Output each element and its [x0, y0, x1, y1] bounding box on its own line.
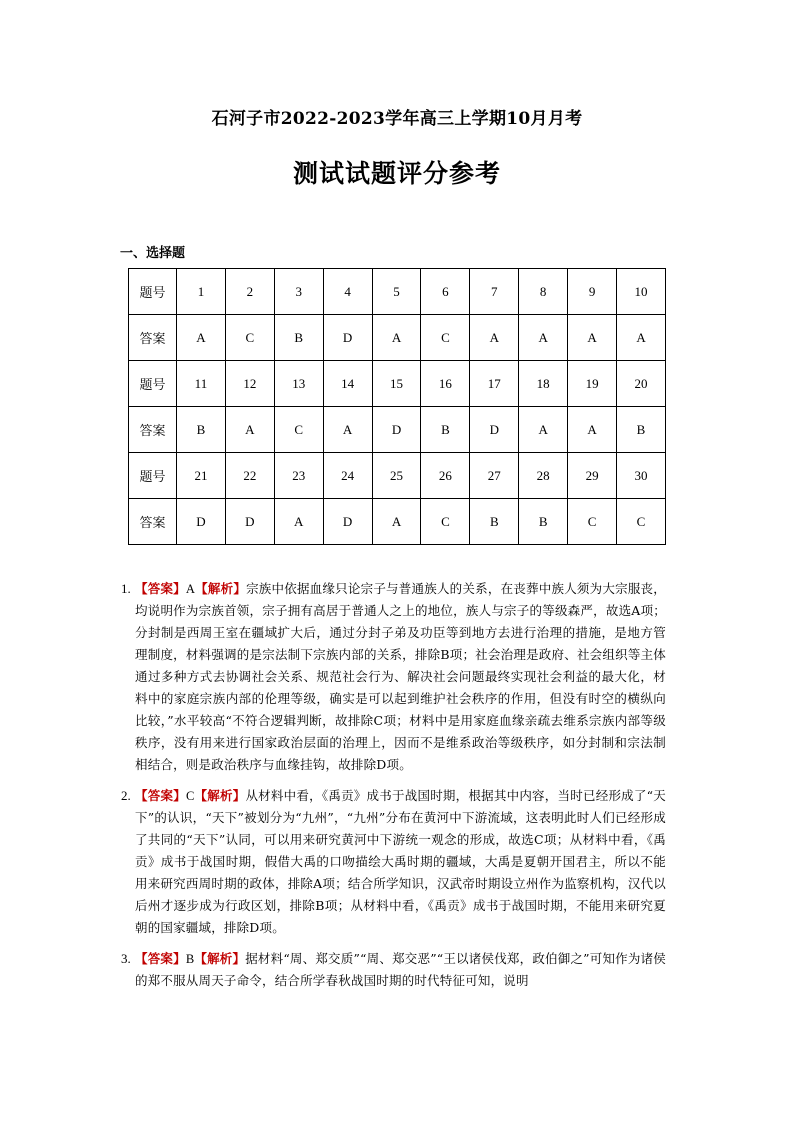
table-cell: C	[568, 499, 617, 545]
row-header-cell: 题号	[129, 361, 177, 407]
table-cell: 1	[177, 269, 226, 315]
table-cell: C	[421, 315, 470, 361]
table-cell: 29	[568, 453, 617, 499]
table-cell: C	[421, 499, 470, 545]
answer-table-row	[129, 315, 666, 361]
answer-table-row	[129, 407, 666, 453]
table-cell: A	[225, 407, 274, 453]
table-cell: 27	[470, 453, 519, 499]
table-cell: 22	[225, 453, 274, 499]
table-cell: B	[421, 407, 470, 453]
table-cell: 7	[470, 269, 519, 315]
table-cell: 14	[323, 361, 372, 407]
table-cell: 20	[617, 361, 666, 407]
table-cell: 6	[421, 269, 470, 315]
table-cell: 8	[519, 269, 568, 315]
table-cell: 15	[372, 361, 421, 407]
table-cell: B	[617, 407, 666, 453]
explanation-text: 从材料中看，《禹贡》成书于战国时期，根据其中内容，当时已经形成了“天下”的认识，“天下”被划分为“九州”，“九州”分布在黄河中下游流域，这表明此时人们已经形成了共同的“天下”认同，可以用来研究黄河中下游统一观念的形成，故选C项；从材料中看，《禹贡》成书于战国时期，假借大禹的口吻描绘大禹时期的疆域，大禹是夏朝开国君主，所以不能用来研究西周时期的政体，排除A项；结合所学知识，汉武帝时期设立州作为监察机构，汉代以后州才逐步成为行政区划，排除B项；从材料中看，《禹贡》成书于战国时期，不能用来研究夏朝的国家疆域，排除D项。	[135, 788, 666, 935]
table-cell: A	[519, 315, 568, 361]
table-cell: A	[372, 315, 421, 361]
explanation-text: 宗族中依据血缘只论宗子与普通族人的关系，在丧葬中族人须为大宗服丧，均说明作为宗族首领，宗子拥有高居于普通人之上的地位，族人与宗子的等级森严，故选A项；分封制是西周王室在疆域扩大后，通过分封子弟及功臣等到地方去进行治理的措施，是地方管理制度，材料强调的是宗法制下宗族内部的关系，排除B项；社会治理是政府、社会组织等主体通过多种方式去协调社会关系、规范社会行为、解决社会问题最终实现社会利益的最大化，材料中的家庭宗族内部的伦理等级，确实是可以起到维护社会秩序的作用，但没有时空的横纵向比较，”水平较高“不符合逻辑判断，故排除C项；材料中是用家庭血缘亲疏去维系宗族内部等级秩序，没有用来进行国家政治层面的治理上，因而不是维系政治等级秩序，如分封制和宗法制相结合，则是政治秩序与血缘挂钩，故排除D项。	[135, 581, 666, 772]
explanations-list	[121, 578, 666, 1001]
table-cell: A	[323, 407, 372, 453]
table-cell: A	[568, 407, 617, 453]
table-cell: 30	[617, 453, 666, 499]
item-number: 3.	[121, 951, 131, 966]
answer-table-row	[129, 499, 666, 545]
row-header-cell: 答案	[129, 315, 177, 361]
table-cell: 28	[519, 453, 568, 499]
table-cell: 11	[177, 361, 226, 407]
table-cell: 2	[225, 269, 274, 315]
section-heading: 一、选择题	[120, 246, 186, 261]
table-cell: 12	[225, 361, 274, 407]
analysis-tag: 【解析】	[195, 581, 247, 596]
table-cell: 17	[470, 361, 519, 407]
document-subtitle: 测试试题评分参考	[292, 159, 501, 188]
table-cell: 9	[568, 269, 617, 315]
explanation-text-block	[135, 578, 666, 776]
analysis-tag: 【解析】	[194, 951, 246, 966]
table-cell: 4	[323, 269, 372, 315]
answer-table-row	[129, 361, 666, 407]
explanation-item	[121, 785, 666, 939]
table-cell: 26	[421, 453, 470, 499]
table-cell: D	[323, 315, 372, 361]
answer-table	[128, 268, 666, 545]
table-cell: 23	[274, 453, 323, 499]
table-cell: A	[274, 499, 323, 545]
table-cell: A	[519, 407, 568, 453]
answer-value: B	[185, 952, 195, 966]
explanation-text-block	[135, 948, 666, 992]
table-cell: B	[177, 407, 226, 453]
answer-tag: 【答案】	[135, 581, 186, 596]
table-cell: 5	[372, 269, 421, 315]
item-number: 2.	[121, 788, 131, 803]
table-cell: 18	[519, 361, 568, 407]
table-cell: C	[225, 315, 274, 361]
row-header-cell: 题号	[129, 453, 177, 499]
table-cell: D	[177, 499, 226, 545]
table-cell: 19	[568, 361, 617, 407]
table-cell: B	[519, 499, 568, 545]
table-cell: A	[568, 315, 617, 361]
explanation-text-block	[135, 785, 666, 939]
table-cell: 13	[274, 361, 323, 407]
row-header-cell: 题号	[129, 269, 177, 315]
table-cell: D	[225, 499, 274, 545]
table-cell: 21	[177, 453, 226, 499]
table-cell: 3	[274, 269, 323, 315]
explanation-item	[121, 948, 666, 992]
item-number: 1.	[121, 581, 131, 596]
document-title: 石河子市2022-2023学年高三上学期10月月考	[211, 109, 583, 129]
table-cell: A	[372, 499, 421, 545]
row-header-cell: 答案	[129, 499, 177, 545]
table-cell: 25	[372, 453, 421, 499]
answer-table-row	[129, 453, 666, 499]
explanation-text: 据材料“周、郑交质”“周、郑交恶”“王以诸侯伐郑，政伯御之”可知作为诸侯的郑不服从周天子命令，结合所学春秋战国时期的时代特征可知，说明	[135, 951, 666, 988]
table-cell: C	[274, 407, 323, 453]
analysis-tag: 【解析】	[194, 788, 246, 803]
table-cell: D	[323, 499, 372, 545]
answer-tag: 【答案】	[135, 951, 186, 966]
table-cell: 10	[617, 269, 666, 315]
answer-table-row	[129, 269, 666, 315]
table-cell: 16	[421, 361, 470, 407]
answer-tag: 【答案】	[135, 788, 186, 803]
table-cell: A	[470, 315, 519, 361]
table-cell: B	[470, 499, 519, 545]
row-header-cell: 答案	[129, 407, 177, 453]
table-cell: D	[372, 407, 421, 453]
answer-value: C	[185, 789, 195, 803]
table-cell: A	[617, 315, 666, 361]
table-cell: C	[617, 499, 666, 545]
explanation-item	[121, 578, 666, 776]
table-cell: 24	[323, 453, 372, 499]
table-cell: D	[470, 407, 519, 453]
answer-value: A	[185, 582, 196, 596]
table-cell: B	[274, 315, 323, 361]
table-cell: A	[177, 315, 226, 361]
